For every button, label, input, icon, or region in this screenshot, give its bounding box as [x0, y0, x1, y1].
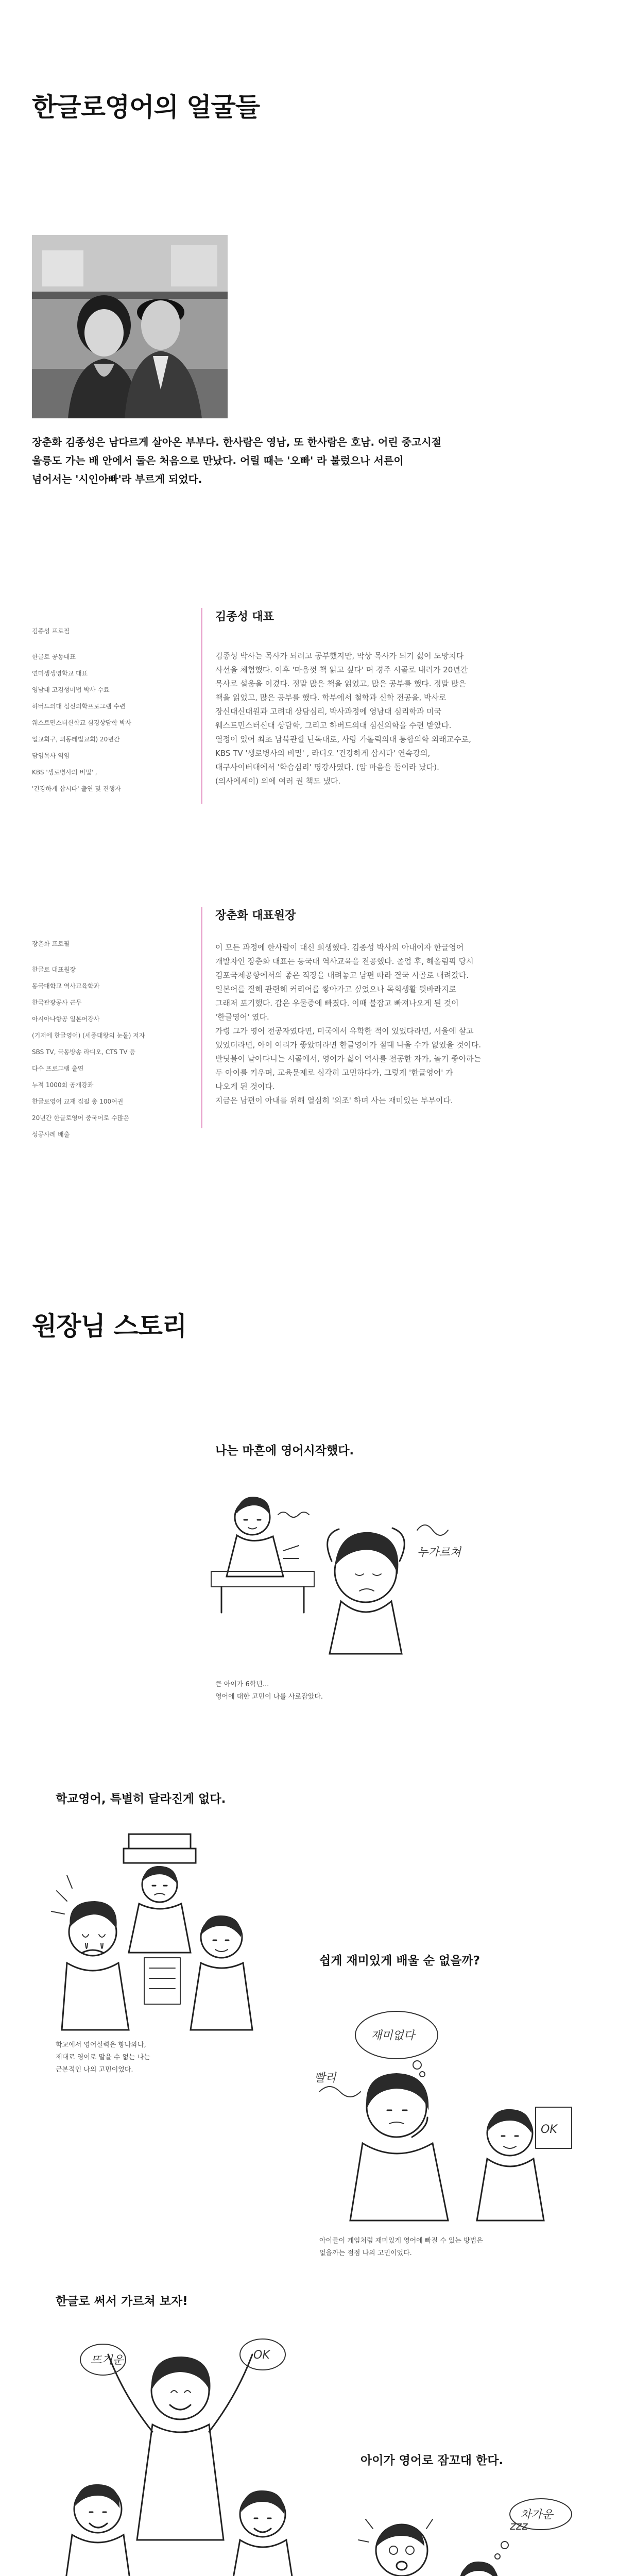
- panel-1-title: 나는 마흔에 영어시작했다.: [215, 1444, 354, 1458]
- jang-side-item: 20년간 한글로영어 중국어로 수많은: [32, 1114, 130, 1122]
- jang-side-item: 성공사례 배출: [32, 1131, 70, 1138]
- jang-title: 장춘화 대표원장: [215, 909, 296, 922]
- kim-line: 책을 읽었고, 많은 공부를 했다. 학부에서 철학과 신학 전공을, 박사로: [215, 693, 447, 702]
- intro-line-2: 울릉도 가는 배 안에서 둘은 처음으로 만났다. 어릴 때는 '오빠' 라 불렀으나 서른이: [32, 454, 404, 467]
- kim-line: 김종성 박사는 목사가 되려고 공부했지만, 막상 목사가 되기 싫어 도망치다: [215, 651, 464, 660]
- jang-side-item: 한글로영어 교재 집필 총 100여권: [32, 1098, 124, 1105]
- doodle-text: 뜨거운: [91, 2354, 124, 2367]
- kim-line: 사선을 체험했다. 이후 '마음껏 책 읽고 싶다' 며 경주 시골로 내려가 20년간: [215, 665, 468, 674]
- jang-line: 김포국제공항에서의 좋은 직장을 내려놓고 남편 따라 결국 시골로 내려갔다.: [215, 971, 469, 980]
- panel-5-title: 아이가 영어로 잠꼬대 한다.: [360, 2454, 504, 2467]
- doodle-text: 빨리: [314, 2072, 336, 2084]
- jang-paragraph: [215, 941, 607, 1108]
- jang-side-item: 한글로 대표원장: [32, 966, 76, 973]
- kim-line: 웨스트민스터신대 상담학, 그리고 하버드의대 심신의학을 수련 받았다.: [215, 721, 452, 730]
- panel-2-title: 학교영어, 특별히 달라진게 없다.: [56, 1792, 226, 1806]
- story-title: 원장님 스토리: [32, 1311, 187, 1341]
- jang-line: 두 아이를 키우며, 교육문제로 심각히 고민하다가, 그렇게 '한글영어' 가: [215, 1068, 453, 1077]
- jang-side-title: 장춘화 프로필: [32, 940, 70, 947]
- panel-1-caption-line: 영어에 대한 고민이 나를 사로잡았다.: [215, 1693, 323, 1701]
- doodle-text: 누가르쳐: [417, 1546, 461, 1559]
- jang-side-item: 동국대학교 역사교육학과: [32, 982, 100, 990]
- intro-line-1: 장춘화 김종성은 남다르게 살아온 부부다. 한사람은 영남, 또 한사람은 호남. 어린 중고시절: [32, 436, 441, 448]
- panel-2-illustration: [52, 1824, 268, 2040]
- jang-line: 나오게 된 것이다.: [215, 1082, 275, 1091]
- kim-accent-bar: [201, 608, 202, 804]
- jang-side-item: (기저에 한글영어) (세종대왕의 눈물) 저자: [32, 1032, 145, 1039]
- kim-paragraph: [215, 649, 607, 788]
- kim-side-item: 일교회구, 외동레벌교회) 20년간: [32, 736, 120, 743]
- jang-side-item: 누적 1000회 공개강좌: [32, 1081, 94, 1089]
- kim-side-item: '건강하게 삽시다' 출연 및 진행자: [32, 785, 121, 792]
- jang-line: 일본어를 질해 관련해 커리어를 쌓아가고 싶었으나 목회생활 뒷바라지로: [215, 985, 457, 994]
- jang-line: 이 모든 과정에 한사람이 대신 희생했다. 김종성 박사의 아내이자 한글영어: [215, 943, 464, 952]
- kim-side-item: 연미생생영학교 대표: [32, 670, 88, 677]
- page-title: 한글로영어의 얼굴들: [32, 92, 260, 122]
- jang-accent-bar: [201, 907, 202, 1128]
- panel-4-title: 한글로 써서 가르쳐 보자!: [56, 2295, 188, 2308]
- panel-5-illustration: [355, 2483, 603, 2576]
- jang-side-item: SBS TV, 극동방송 라디오, CTS TV 등: [32, 1048, 135, 1056]
- panel-1-caption: [215, 1679, 323, 1703]
- kim-line: 목사로 설움을 이겼다. 정말 많은 책을 읽었고, 많은 공부를 했다. 정말 많은: [215, 679, 466, 688]
- jang-side-item: 다수 프로그램 출연: [32, 1065, 84, 1072]
- photo-illustration: [32, 235, 228, 418]
- panel-2-caption-line: 근본적인 나의 고민이었다.: [56, 2066, 133, 2074]
- jang-line: 개발자인 장춘화 대표는 동국대 역사교육을 전공했다. 졸업 후, 해올림픽 당시: [215, 957, 474, 966]
- panel-3-caption: [319, 2235, 483, 2260]
- panel-2-caption: [56, 2039, 150, 2076]
- kim-side-item: 영남대 고김성미법 박사 수료: [32, 686, 110, 693]
- jang-line: 지금은 남편이 아내를 위해 열심히 '외조' 하며 사는 재미있는 부부이다.: [215, 1096, 453, 1105]
- kim-line: KBS TV '생로병사의 비밀' , 라디오 '건강하게 삽시다' 연속강의,: [215, 749, 431, 758]
- doodle-text: 재미없다: [371, 2029, 415, 2042]
- kim-side-item: 담임목사 역임: [32, 752, 70, 759]
- kim-side-item: KBS '생로병사의 비밀' ,: [32, 769, 97, 776]
- panel-2-caption-line: 학교에서 영어실력은 향나와나,: [56, 2041, 146, 2049]
- jang-line: 그래저 포기했다. 갑은 우물증에 빠졌다. 이때 불잡고 빠져나오게 된 것이: [215, 998, 459, 1008]
- jang-side-item: 아시아나항공 일본어강사: [32, 1015, 100, 1023]
- kim-side-item: 하버드의대 심신의학프로그램 수련: [32, 703, 126, 710]
- intro-line-3: 넘어서는 '시인아빠'라 부르게 되었다.: [32, 473, 202, 485]
- doodle-text: OK: [253, 2349, 270, 2362]
- jang-line: '한글영어' 였다.: [215, 1012, 269, 1022]
- doodle-text: OK: [541, 2123, 557, 2136]
- jang-line: 가령 그가 영어 전공자였다면, 미국에서 유학한 적이 있었다라면, 서울에 살고: [215, 1026, 474, 1036]
- kim-side-profile: [32, 626, 186, 800]
- doodle-text: zzz: [510, 2520, 528, 2533]
- jang-line: 반딧불이 날아다니는 시골에서, 영어가 싫어 역사를 전공한 자가, 놀기 좋아하는: [215, 1054, 482, 1063]
- panel-3-caption-line: 아이들이 게임처럼 재미있게 영어에 빠질 수 있는 방법은: [319, 2237, 483, 2245]
- panel-1-caption-line: 큰 아이가 6학년...: [215, 1681, 269, 1688]
- panel-3-title: 쉽게 재미있게 배울 순 없을까?: [319, 1954, 480, 1968]
- kim-side-item: 한글로 공동대표: [32, 653, 76, 660]
- jang-side-item: 한국관광공사 근무: [32, 999, 82, 1006]
- panel-2-caption-line: 제대로 영어로 말을 수 없는 나는: [56, 2054, 150, 2061]
- panel-3-caption-line: 없을까는 점점 나의 고민이었다.: [319, 2249, 412, 2257]
- kim-side-title: 김종성 프로필: [32, 628, 70, 635]
- kim-title: 김종성 대표: [215, 611, 274, 623]
- kim-side-item: 웨스트민스터신학교 심경상담학 박사: [32, 719, 132, 726]
- jang-line: 있었더라면, 아이 여리가 좋았더라면 한글영어가 절대 나올 수가 없었을 것이다.: [215, 1040, 482, 1049]
- panel-1-illustration: [206, 1468, 484, 1664]
- kim-line: 열정이 있어 최초 남북관할 난독대로, 사랑 가톨릭의대 통합의학 외래교수로,: [215, 735, 471, 744]
- intro-text: [32, 433, 598, 488]
- kim-line: (의사에세이) 외에 여러 권 책도 냈다.: [215, 776, 341, 786]
- kim-line: 대구사이버대에서 '학습심리' 명강사였다. (암 마음을 돌이라 났다).: [215, 762, 439, 772]
- panel-4-illustration: [46, 2324, 314, 2576]
- couple-photo: [32, 235, 228, 418]
- doodle-text: 차가운: [520, 2509, 553, 2521]
- kim-line: 장신대신대원과 고려대 상담심리, 박사과정에 영남대 심리학과 미국: [215, 707, 442, 716]
- panel-3-illustration: [309, 1989, 587, 2226]
- jang-side-profile: [32, 939, 192, 1146]
